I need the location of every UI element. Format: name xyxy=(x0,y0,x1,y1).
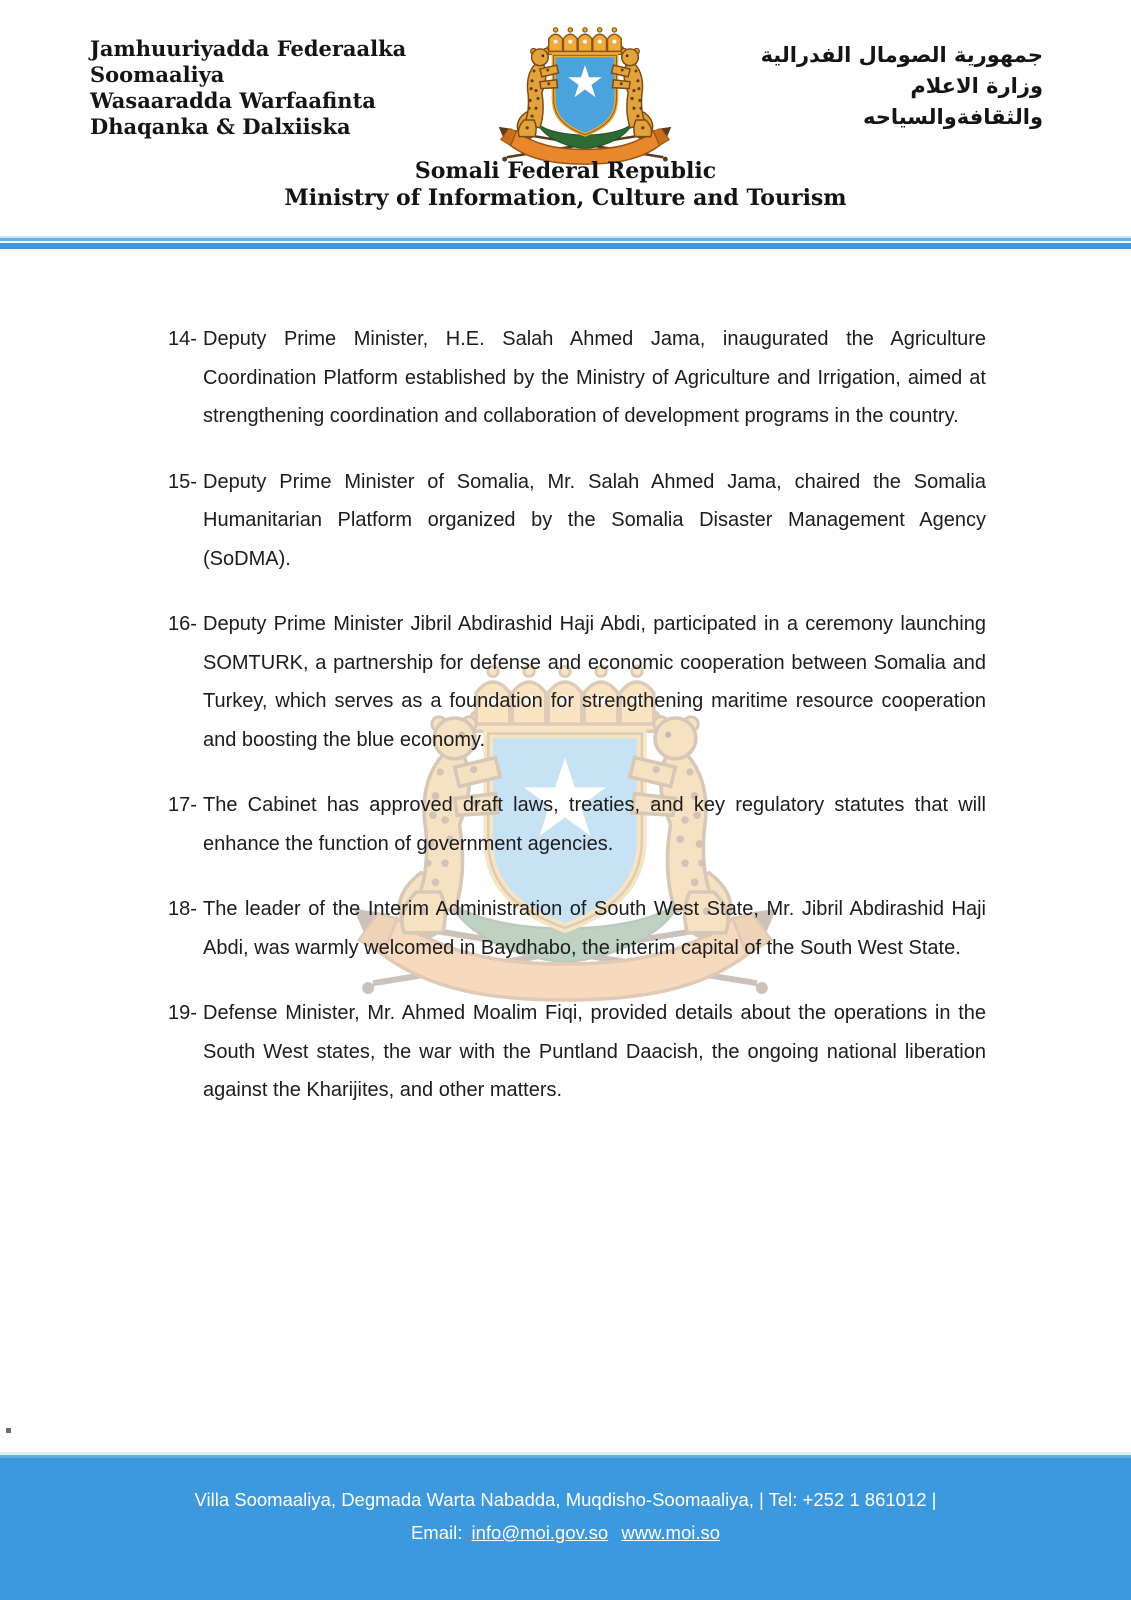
footer-contact xyxy=(0,1458,1131,1549)
letterhead-arabic-line: جمهورية الصومال الفدرالية xyxy=(760,43,1043,67)
list-item xyxy=(168,890,986,967)
header-divider xyxy=(0,236,1131,249)
letterhead-arabic-line: والثقافةوالسياحه xyxy=(862,105,1043,129)
list-item xyxy=(168,605,986,759)
item-text: The leader of the Interim Administration of South West State, Mr. Jibril Abdirashid Haji Abdi, was warmly welcomed in Baydhabo, the interim capital of the South West State. xyxy=(203,898,986,959)
item-number: 16- xyxy=(168,613,197,635)
item-text: Defense Minister, Mr. Ahmed Moalim Fiqi, provided details about the operations in the South West states, the war with the Puntland Daacish, the ongoing national liberation against the Kharijites, and other matters. xyxy=(203,1002,986,1101)
item-text: Deputy Prime Minister Jibril Abdirashid Haji Abdi, participated in a ceremony launching SOMTURK, a partnership for defense and economic cooperation between Somalia and Turkey, which serves as a foundation for strengthening maritime resource cooperation and boosting the blue economy. xyxy=(203,613,986,751)
numbered-list xyxy=(168,320,986,1137)
list-item xyxy=(168,320,986,436)
list-item xyxy=(168,994,986,1110)
item-text: Deputy Prime Minister, H.E. Salah Ahmed Jama, inaugurated the Agriculture Coordination Platform established by the Ministry of Agriculture and Irrigation, aimed at strengthening coordination and collaboration of development programs in the country. xyxy=(203,328,986,427)
footer-address: Villa Soomaaliya, Degmada Warta Nabadda, Muqdisho-Soomaaliya, | Tel: +252 1 861012 | xyxy=(194,1489,937,1510)
item-text: Deputy Prime Minister of Somalia, Mr. Salah Ahmed Jama, chaired the Somalia Humanitarian Platform organized by the Somalia Disaster Management Agency (SoDMA). xyxy=(203,470,986,570)
list-item xyxy=(168,463,986,579)
letterhead-line: Dhaqanka & Dalxiiska xyxy=(90,114,351,139)
stray-mark xyxy=(6,1428,11,1433)
list-item xyxy=(168,786,986,863)
letterhead-arabic-line: وزارة الاعلام xyxy=(910,74,1043,98)
footer-email-label: Email: xyxy=(410,1522,463,1543)
footer-email-line xyxy=(0,1516,1131,1549)
ministry-title-line2: Ministry of Information, Culture and Tourism xyxy=(284,185,847,211)
item-text: The Cabinet has approved draft laws, treaties, and key regulatory statutes that will enhance the function of government agencies. xyxy=(203,794,986,855)
item-number: 17- xyxy=(168,794,197,816)
ministry-title xyxy=(0,158,1131,212)
letterhead-line: Jamhuuriyadda Federaalka xyxy=(90,36,407,61)
item-number: 14- xyxy=(168,328,197,350)
somalia-coat-of-arms-icon xyxy=(487,22,683,169)
letterhead-line: Wasaaradda Warfaafinta xyxy=(90,88,376,113)
item-number: 15- xyxy=(168,470,197,493)
footer-website-link[interactable]: www.moi.so xyxy=(621,1522,721,1543)
item-number: 18- xyxy=(168,898,197,920)
letterhead-somali-title xyxy=(90,36,450,140)
footer-email-link[interactable]: info@moi.gov.so xyxy=(471,1522,609,1543)
letterhead-line: Soomaaliya xyxy=(90,62,225,87)
ministry-title-line1: Somali Federal Republic xyxy=(414,158,717,184)
footer-band xyxy=(0,1452,1131,1600)
letterhead-arabic-title xyxy=(713,40,1043,133)
item-number: 19- xyxy=(168,1002,197,1024)
